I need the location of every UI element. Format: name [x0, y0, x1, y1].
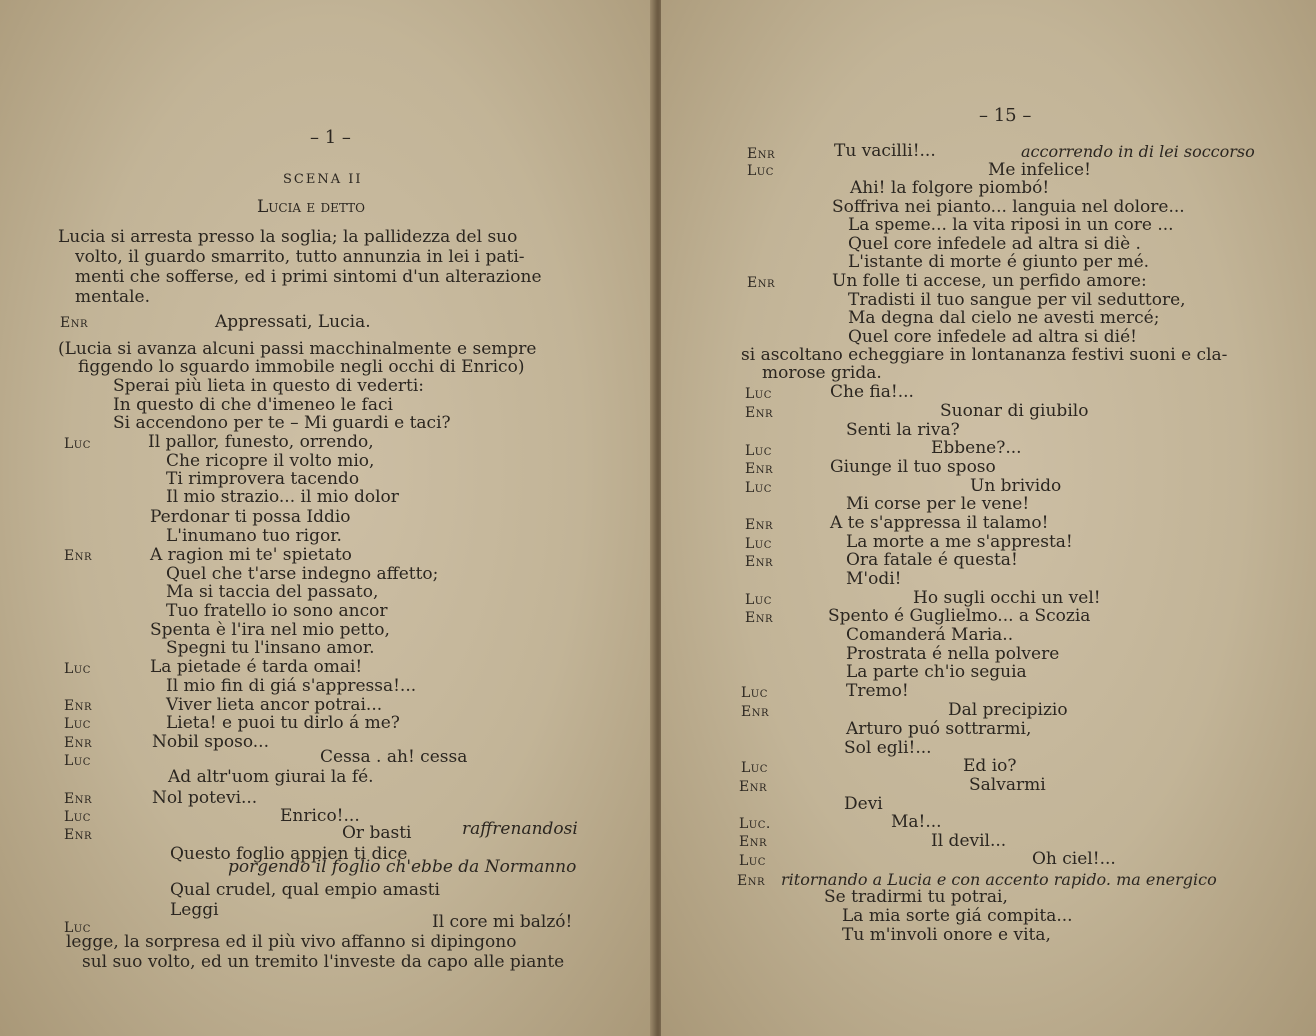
speaker-label: Luc [745, 443, 772, 459]
verse-line: Ebbene?... [931, 438, 1022, 458]
speaker-label: Luc [741, 760, 768, 776]
verse-line: Ahi! la folgore piombó! [850, 178, 1050, 198]
verse-line: Cessa . ah! cessa [320, 747, 468, 767]
verse-line: Nol potevi... [152, 788, 258, 808]
stage-direction-line: Lucia si arresta presso la soglia; la pallidezza del suo [58, 227, 518, 247]
verse-line: Ad altr'uom giurai la fé. [168, 767, 374, 787]
verse-line: Un folle ti accese, un perfido amore: [832, 271, 1147, 291]
stage-direction-line: si ascoltano echeggiare in lontananza festivi suoni e cla- [741, 345, 1228, 365]
verse-line: Il pallor, funesto, orrendo, [148, 432, 374, 452]
speaker-label: Luc [745, 592, 772, 608]
verse-line: Ora fatale é questa! [846, 550, 1018, 570]
verse-line: La speme... la vita riposi in un core ... [848, 215, 1174, 235]
verse-line: Suonar di giubilo [940, 401, 1089, 421]
verse-line: Quel core infedele ad altra si dié! [848, 327, 1137, 347]
verse-line: Giunge il tuo sposo [830, 457, 996, 477]
verse-line: Ma si taccia del passato, [166, 582, 379, 602]
speaker-label: Enr [737, 873, 765, 889]
verse-line: Ma degna dal cielo ne avesti mercé; [848, 308, 1160, 328]
verse-line: A ragion mi te' spietato [150, 545, 352, 565]
verse-line: Ti rimprovera tacendo [166, 469, 360, 489]
verse-line: Ma!... [891, 812, 942, 832]
stage-direction: ritornando a Lucia e con accento rapido. ma energico [781, 870, 1217, 889]
verse-line: Questo foglio appien ti dice [170, 844, 408, 864]
page-number: – 1 – [310, 127, 351, 148]
speaker-label: Enr [64, 548, 92, 564]
verse-line: Qual crudel, qual empio amasti [170, 880, 440, 900]
speaker-label: Enr [64, 791, 92, 807]
verse-line: Il devil... [931, 831, 1007, 851]
stage-direction: raffrenandosi [462, 819, 578, 839]
verse-line: Me infelice! [988, 160, 1091, 180]
speaker-label: Enr [64, 827, 92, 843]
verse-line: Mi corse per le vene! [846, 494, 1030, 514]
speaker-label: Luc. [739, 816, 771, 832]
verse-line: Salvarmi [969, 775, 1046, 795]
speaker-label: Enr [745, 405, 773, 421]
speaker-label: Luc [64, 753, 91, 769]
speaker-label: Enr [747, 146, 775, 162]
page-number: – 15 – [979, 105, 1032, 126]
speaker-label: Enr [64, 735, 92, 751]
verse-line: Enrico!... [280, 806, 360, 826]
speaker-label: Enr [64, 698, 92, 714]
verse-line: Sol egli!... [844, 738, 932, 758]
speaker-label: Luc [64, 920, 91, 936]
speaker-label: Luc [64, 661, 91, 677]
speaker-label: Enr [745, 461, 773, 477]
speaker-label: Enr [745, 554, 773, 570]
dialogue-line: Appressati, Lucia. [215, 312, 371, 332]
stage-direction: accorrendo in di lei soccorso [1021, 142, 1255, 161]
verse-line: Quel core infedele ad altra si diè . [848, 234, 1141, 254]
stage-direction-line: volto, il guardo smarrito, tutto annunzia in lei i pati- [75, 247, 525, 267]
verse-line: Il mio strazio... il mio dolor [166, 487, 399, 507]
verse-line: Si accendono per te – Mi guardi e taci? [113, 413, 451, 433]
stage-direction-line: legge, la sorpresa ed il più vivo affanno si dipingono [66, 932, 517, 952]
verse-line: Tremo! [846, 681, 909, 701]
speaker-label: Luc [741, 685, 768, 701]
verse-line: Che fia!... [830, 382, 914, 402]
verse-line: Sperai più lieta in questo di vederti: [113, 376, 424, 396]
verse-line: Senti la riva? [846, 420, 960, 440]
verse-line: Se tradirmi tu potrai, [824, 887, 1008, 907]
speaker-label: Enr [60, 315, 88, 331]
verse-line: Che ricopre il volto mio, [166, 451, 375, 471]
verse-line: Tu m'involi onore e vita, [842, 925, 1051, 945]
verse-line: L'inumano tuo rigor. [166, 526, 342, 546]
verse-line: Tuo fratello io sono ancor [166, 601, 388, 621]
stage-direction-line: morose grida. [762, 363, 882, 383]
stage-direction-line: mentale. [75, 287, 150, 307]
speaker-label: Luc [745, 386, 772, 402]
verse-line: Viver lieta ancor potrai... [166, 695, 383, 715]
speaker-label: Enr [745, 610, 773, 626]
verse-line: A te s'appressa il talamo! [830, 513, 1049, 533]
verse-line: Ed io? [963, 756, 1017, 776]
verse-line: Oh ciel!... [1032, 849, 1116, 869]
verse-line: La morte a me s'appresta! [846, 532, 1073, 552]
stage-direction-line: menti che sofferse, ed i primi sintomi d'un alterazione [75, 267, 542, 287]
speaker-label: Luc [747, 163, 774, 179]
right-page [661, 0, 1316, 1036]
speaker-label: Enr [745, 517, 773, 533]
verse-line: Spento é Guglielmo... a Scozia [828, 606, 1091, 626]
stage-direction-line: sul suo volto, ed un tremito l'investe da capo alle piante [82, 952, 565, 972]
scene-characters: Lucia e detto [257, 197, 366, 217]
verse-line: Comanderá Maria.. [846, 625, 1014, 645]
speaker-label: Enr [747, 275, 775, 291]
verse-line: Dal precipizio [948, 700, 1068, 720]
stage-direction-line: figgendo lo sguardo immobile negli occhi di Enrico) [78, 357, 525, 377]
verse-line: Nobil sposo... [152, 732, 269, 752]
stage-direction-line: (Lucia si avanza alcuni passi macchinalmente e sempre [58, 339, 537, 359]
verse-line: Prostrata é nella polvere [846, 644, 1060, 664]
verse-line: Tu vacilli!... [834, 141, 936, 161]
speaker-label: Luc [745, 536, 772, 552]
verse-line: Lieta! e puoi tu dirlo á me? [166, 713, 400, 733]
verse-line: Il mio fin di giá s'appressa!... [166, 676, 417, 696]
speaker-label: Enr [741, 704, 769, 720]
speaker-label: Enr [739, 779, 767, 795]
verse-line: In questo di che d'imeneo le faci [113, 395, 393, 415]
verse-line: Il core mi balzó! [432, 912, 573, 932]
verse-line: Leggi [170, 900, 219, 920]
scene-heading: SCENA II [283, 172, 363, 187]
speaker-label: Enr [739, 834, 767, 850]
verse-line: Un brivido [970, 476, 1062, 496]
verse-line: Ho sugli occhi un vel! [913, 588, 1101, 608]
verse-line: Perdonar ti possa Iddio [150, 507, 351, 527]
verse-line: Arturo puó sottrarmi, [846, 719, 1032, 739]
verse-line: Spegni tu l'insano amor. [166, 638, 375, 658]
verse-line: La pietade é tarda omai! [150, 657, 363, 677]
speaker-label: Luc [64, 809, 91, 825]
verse-line: Spenta è l'ira nel mio petto, [150, 620, 390, 640]
speaker-label: Luc [64, 716, 91, 732]
verse-line: Or basti [342, 823, 412, 843]
speaker-label: Luc [745, 480, 772, 496]
speaker-label: Luc [64, 436, 91, 452]
speaker-label: Luc [739, 853, 766, 869]
left-page [0, 0, 655, 1036]
stage-direction: porgendo il foglio ch'ebbe da Normanno [228, 857, 577, 877]
verse-line: La mia sorte giá compita... [842, 906, 1073, 926]
verse-line: La parte ch'io seguia [846, 662, 1027, 682]
verse-line: M'odi! [846, 569, 902, 589]
verse-line: Soffriva nei pianto... languia nel dolore... [832, 197, 1185, 217]
verse-line: Tradisti il tuo sangue per vil seduttore, [848, 290, 1186, 310]
verse-line: Devi [844, 794, 883, 814]
verse-line: L'istante di morte é giunto per mé. [848, 252, 1150, 272]
verse-line: Quel che t'arse indegno affetto; [166, 564, 439, 584]
